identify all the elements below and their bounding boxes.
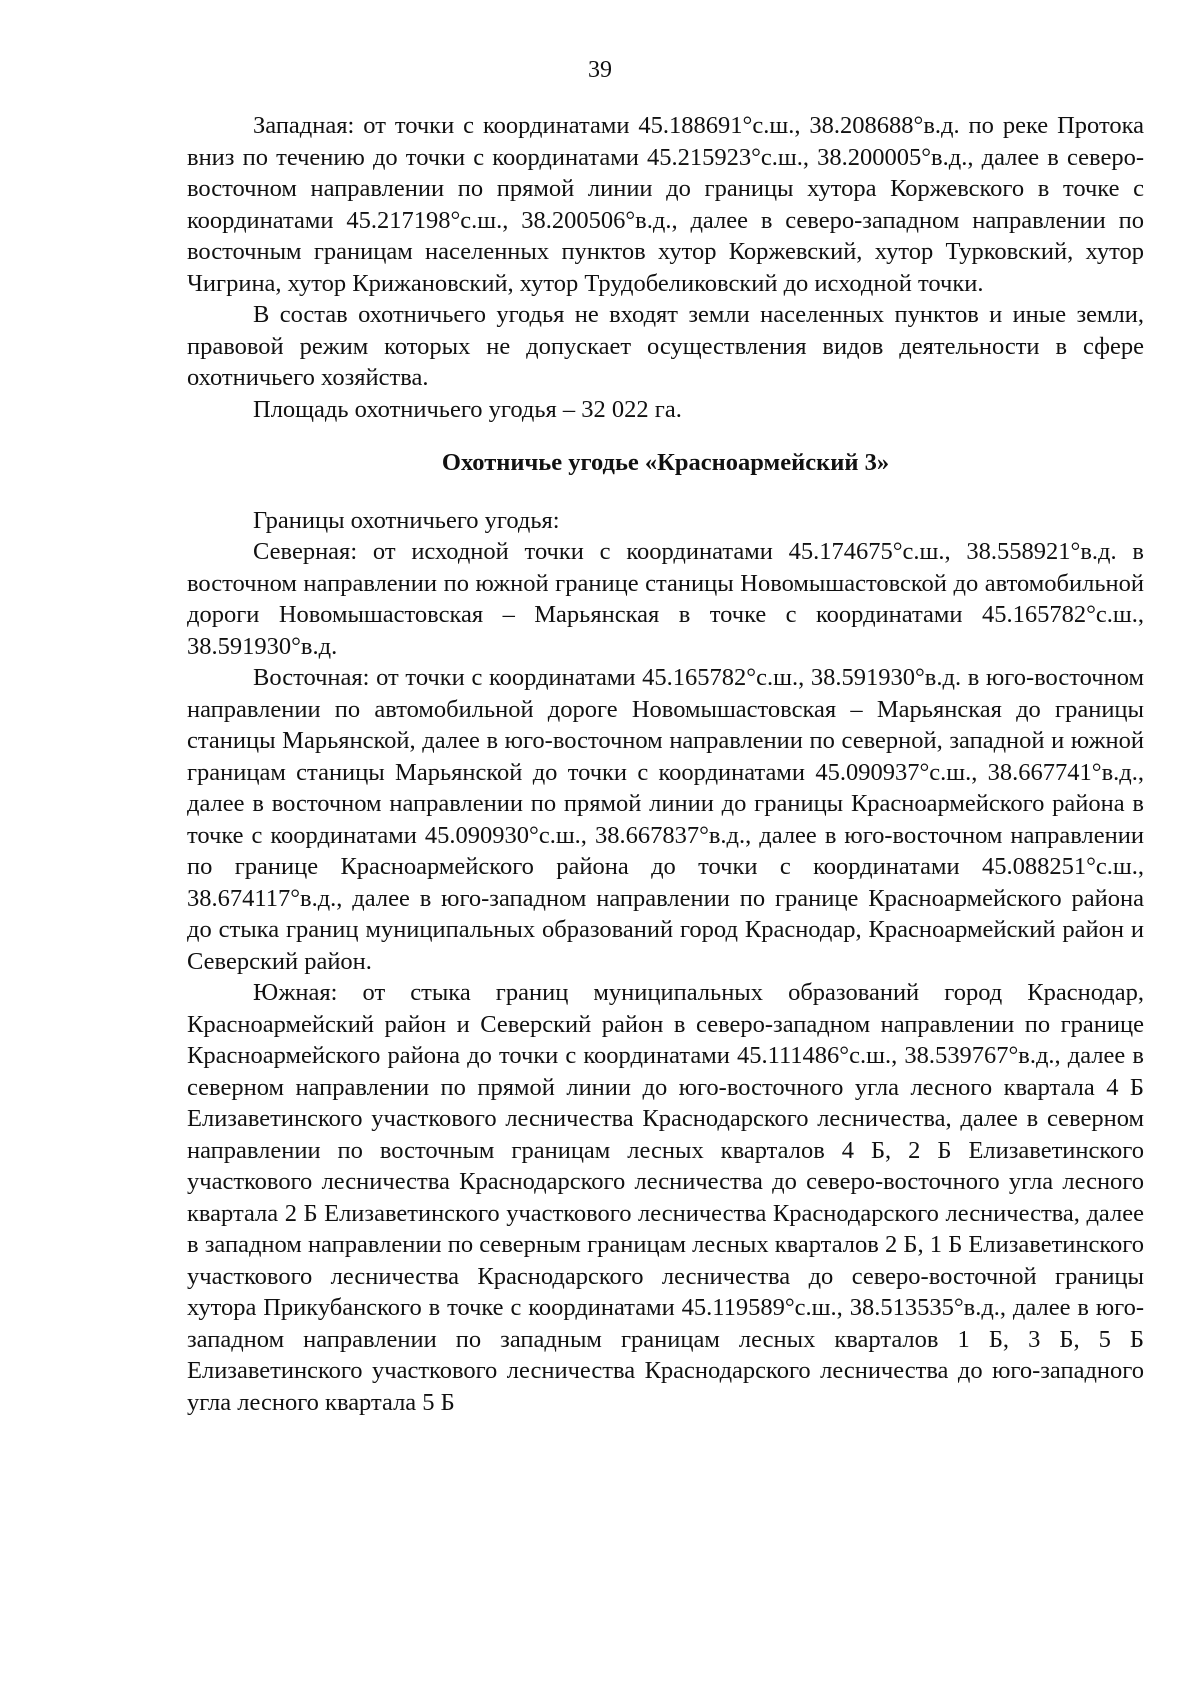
area-paragraph: Площадь охотничьего угодья – 32 022 га.	[253, 395, 682, 423]
southern-boundary-paragraph: Южная: от стыка границ муниципальных образований город Краснодар, Красноармейский район и Северский район в северо-западном направлении по границе Красноармейского района до точки с координатами 45.111486°с.ш., 38.539767°в.д., далее в северном направлении по прямой линии до юго-восточного угла лесного квартала 4 Б Елизаветинского участкового лесничества Краснодарского лесничества, далее в северном направлении по восточным границам лесных кварталов 4 Б, 2 Б Елизаветинского участкового лесничества Краснодарского лесничества до северо-восточного угла лесного квартала 2 Б Елизаветинского участкового лесничества Краснодарского лесничества, далее в западном направлении по северным границам лесных кварталов 2 Б, 1 Б Елизаветинского участкового лесничества Краснодарского лесничества до северо-восточной границы хутора Прикубанского в точке с координатами 45.119589°с.ш., 38.513535°в.д., далее в юго-западном направлении по западным границам лесных кварталов 1 Б, 3 Б, 5 Б Елизаветинского участкового лесничества Краснодарского лесничества до юго-западного угла лесного квартала 5 Б	[187, 979, 1144, 1416]
page-number: 39	[588, 57, 612, 83]
section-heading: Охотничье угодье «Красноармейский 3»	[441, 449, 890, 476]
exclusion-paragraph: В состав охотничьего угодья не входят земли населенных пунктов и иные земли, правовой режим которых не допускает осуществления видов деятельности в сфере охотничьего хозяйства.	[187, 301, 1144, 391]
western-boundary-paragraph: Западная: от точки с координатами 45.188691°с.ш., 38.208688°в.д. по реке Протока вниз по течению до точки с координатами 45.215923°с.ш., 38.200005°в.д., далее в северо-восточном направлении по прямой линии до границы хутора Коржевского в точке с координатами 45.217198°с.ш., 38.200506°в.д., далее в северо-западном направлении по восточным границам населенных пунктов хутор Коржевский, хутор Турковский, хутор Чигрина, хутор Крижановский, хутор Трудобеликовский до исходной точки.	[187, 112, 1144, 297]
boundaries-label: Границы охотничьего угодья:	[253, 506, 560, 534]
northern-boundary-paragraph: Северная: от исходной точки с координатами 45.174675°с.ш., 38.558921°в.д. в восточном направлении по южной границе станицы Новомышастовской до автомобильной дороги Новомышастовская – Марьянская в точке с координатами 45.165782°с.ш., 38.591930°в.д.	[187, 538, 1144, 660]
eastern-boundary-paragraph: Восточная: от точки с координатами 45.165782°с.ш., 38.591930°в.д. в юго-восточном направлении по автомобильной дороге Новомышастовская – Марьянская до границы станицы Марьянской, далее в юго-восточном направлении по северной, западной и южной границам станицы Марьянской до точки с координатами 45.090937°с.ш., 38.667741°в.д., далее в восточном направлении по прямой линии до границы Красноармейского района в точке с координатами 45.090930°с.ш., 38.667837°в.д., далее в юго-восточном направлении по границе Красноармейского района до точки с координатами 45.088251°с.ш., 38.674117°в.д., далее в юго-западном направлении по границе Красноармейского района до стыка границ муниципальных образований город Краснодар, Красноармейский район и Северский район.	[187, 664, 1144, 975]
document-body	[187, 110, 1144, 1418]
